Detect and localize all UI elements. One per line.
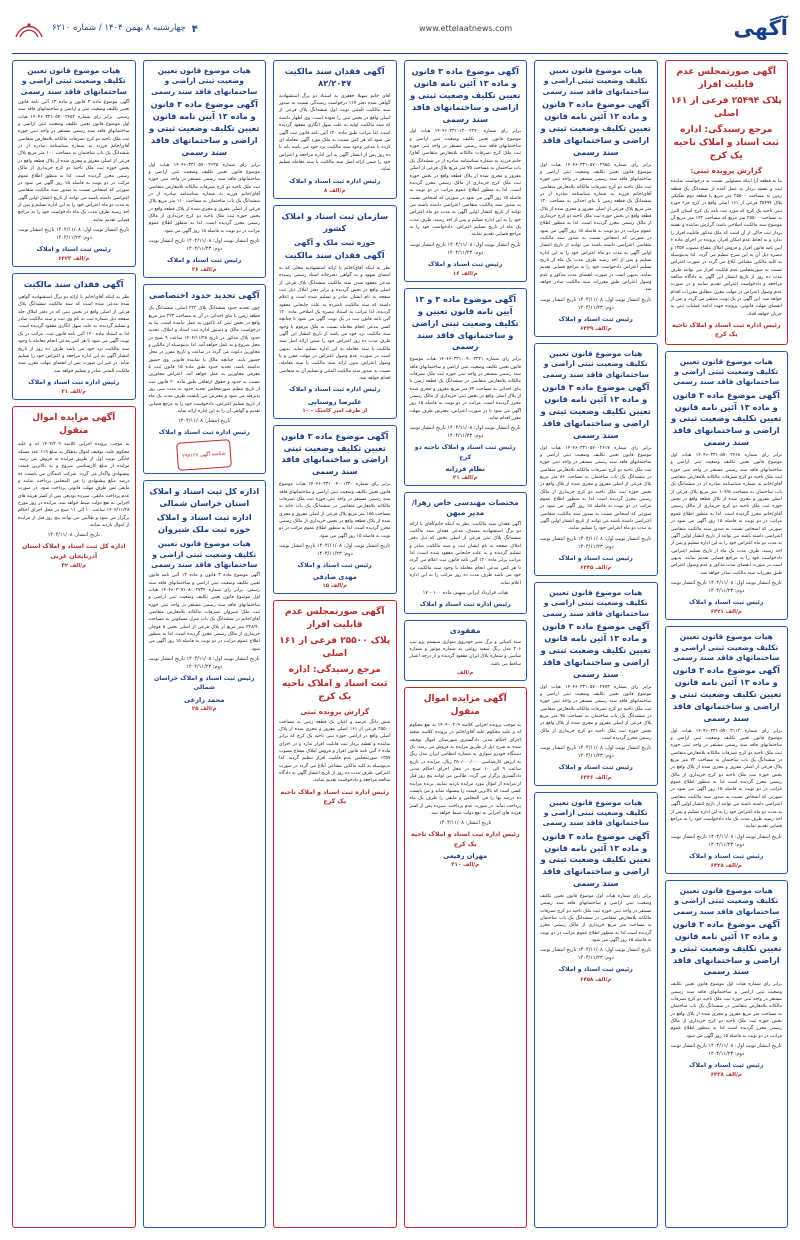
ad-signature: رئیس ثبت اسناد و املاک خراسان شمالی xyxy=(153,675,255,692)
ad-dates: تاریخ انتشار: ۱۴۰۴/۱۱/۰۸ xyxy=(178,418,231,425)
ad-signature: رئیس ثبت اسناد و املاک xyxy=(689,598,764,606)
ad-title: آگهی صورتمجلس عدم قابلیت افراز xyxy=(676,67,776,91)
ad-mozayede-azarbayjan xyxy=(12,406,136,1228)
ad-signature: رئیس ثبت اسناد و املاک xyxy=(689,1062,764,1070)
ad-committee: هیات موضوع قانون تعیین تکلیف وضعیت ثبتی اراضی و ساختمانهای فاقد سند رسمی xyxy=(673,356,780,387)
ad-code: م/الف ۴۲ xyxy=(61,563,87,569)
ad-dates: تاریخ انتشار نوبت اول: ۱۴۰۴/۱۱/۰۸ تاریخ انتشار نوبت دوم: ۱۴۰۴/۱۱/۲۳ xyxy=(279,543,391,557)
ad-body: آقای خانم سهیلا جعفری به استناد دو برگ استشهادیه گواهی شده دفتر ۱۱۷ درخواست رسیدگی نسبت به صدور سند مالکیت المثنی نوبت اول ششدانگ پلاک فرعی از اصلی واقع در بخش ثبتی را نموده است. وی اظهار داشته که سند مالکیت اولیه به علت سهل انگاری مفقود گردیده است. لذا مراتب طبق ماده ۱۲۰ آئین نامه قانون ثبت آگهی می شود که هر کس نسبت به ملک مورد آگهی معامله ای کرده یا مدعی وجود سند مالکیت نزد خود می باشد باید تا ده روز پس از انتشار آگهی به این اداره مراجعه و اعتراض خود را ضمن ارائه اصل سند مالکیت یا سند معامله تسلیم نماید. xyxy=(279,93,391,173)
ad-title: آگهی فقدان سند مالکیت ۸۲/۲۰۴۷ xyxy=(284,66,385,88)
issue-date: چهارشنبه ۸ بهمن ۱۴۰۴ / شماره ۶۲۱۰ xyxy=(52,23,186,33)
ad-madde3-21 xyxy=(404,288,528,486)
ad-authority: مرجع رسیدگی: اداره ثبت اسناد و املاک ناحیه یک کرج xyxy=(673,125,779,162)
ad-committee: هیات موضوع قانون تعیین تکلیف وضعیت ثبتی اراضی و ساختمانهای فاقد سند رسمی xyxy=(20,66,127,96)
ad-body: برابر رای شماره ۱۴۰۴۶۰۳۳۱۰۵۷۰۰۳۱۱۲ هیات اول موضوع قانون تعیین تکلیف وضعیت ثبتی اراضی و ساختمانهای فاقد سند رسمی مستقر در واحد ثبتی حوزه ثبت ملک ناحیه دو کرج تصرفات مالکانه بلامعارض متقاضی در ششدانگ یک باب ساختمان به مساحت ۷۲ متر مربع پلاک فرعی از اصلی مفروز و مجزی شده از پلاک واقع در بخش حوزه ثبت ملک ناحیه دو کرج خریداری از مالک رسمی محرز گردیده است لذا به منظور اطلاع عموم مراتب در دو نوبت به فاصله ۱۵ روز آگهی می شود در صورتی که اشخاص نسبت به صدور سند مالکیت متقاضی اعتراضی داشته باشند می توانند از تاریخ انتشار اولین آگهی به مدت دو ماه اعتراض خود را به این اداره تسلیم و پس از اخذ رسید ظرف مدت یک ماه دادخواست خود را به مراجع قضایی تقدیم نمایند. xyxy=(670,728,783,830)
ad-title: آگهی موضوع ماده ۳ قانون و ماده ۱۳ آئین نامه قانون تعیین تکلیف وضعیت ثبتی و اراضی و ساختمانهای فاقد سند رسمی xyxy=(540,382,651,440)
ad-afraz-25494 xyxy=(665,60,789,345)
ad-committee: هیات موضوع قانون تعیین تکلیف وضعیت ثبتی اراضی و ساختمانهای فاقد سند رسمی xyxy=(673,885,780,916)
ad-section-report: گزارش پرونده ثبتی: xyxy=(690,166,763,176)
ad-code: م/الف ۲۵ xyxy=(191,705,217,712)
ad-official-name: علیرضا روستایی xyxy=(307,397,362,406)
ad-title: آگهی موضوع ماده ۳ قانون و ماده ۱۳ آئین نامه قانون تعیین تکلیف وضعیت ثبتی و اراضی و ساختمانهای فاقد سند رسمی xyxy=(671,665,782,723)
ad-body: به موجب پرونده اجرایی کلاسه ۱۴۰۴۰۰۲۰۹ به نفع محکوم له و علیه محکوم علیه آقای/خانم در پرونده کلاسه شعبه اجرای احکام مدنی دادگستری شهرستان اموال توقیف شده به شرح ذیل از طریق مزایده به فروش می رسد: یک دستگاه خودرو سواری به شماره انتظامی ایران مدل رنگ به ارزش کارشناسی ۲۵۰/۰۰۰/۰۰۰ ریال. مزایده در تاریخ ساعت ۹ الی ۱۰ صبح در محل اجرای احکام مدنی دادگستری برگزار می گردد. طالبین می توانند پنج روز قبل از مزایده از اموال مورد مزایده بازدید نمایند. برنده مزایده کسی است که بالاترین قیمت را پیشنهاد نماید و می بایست ده درصد بها را فی المجلس و مابقی را ظرف یک ماه پرداخت نماید. در صورت عدم پرداخت، سپرده پس از کسر هزینه های اجرایی به نفع دولت ضبط خواهد شد. xyxy=(409,722,521,817)
ad-code: م/الف ۱۵ xyxy=(322,583,348,590)
ad-dates: تاریخ انتشار نوبت اول: ۱۴۰۴/۱۱/۰۸ تاریخ انتشار نوبت دوم: ۱۴۰۴/۱۱/۲۳ xyxy=(18,226,130,241)
ad-dates: تاریخ انتشار نوبت اول: ۱۴۰۴/۱۱/۰۸ تاریخ انتشار نوبت دوم: ۱۴۰۴/۱۱/۲۳ xyxy=(540,535,652,550)
ad-hayat-6428 xyxy=(665,626,789,874)
ad-fire-sanad xyxy=(404,492,528,614)
column-3 xyxy=(404,60,528,1228)
ad-code: م/الف ۶۴۴۶ xyxy=(580,774,612,781)
ad-title: آگهی موضوع ماده ۳ قانون و ماده ۱۳ آئین نامه قانون تعیین تکلیف وضعیت ثبتی و اراضی و ساختمانهای فاقد سند رسمی xyxy=(671,389,782,448)
ad-body: نظر به اینکه آقای/خانم با ارائه دو برگ استشهادیه گواهی شده مدعی شده است که سند مالکیت ششدانگ پلاک فرعی از اصلی واقع در بخش ثبتی که در دفتر املاک جلد صفحه ذیل شماره ثبت به نام وی ثبت و سند مالکیت صادر و تسلیم گردیده، به علت سهل انگاری مفقود گردیده است. لذا به استناد ماده ۱۲۰ آئین نامه قانون ثبت، مراتب در یک نوبت آگهی می شود تا هر کس مدعی انجام معامله یا وجود سند مالکیت نزد خود می باشد ظرف ده روز از تاریخ انتشار آگهی به این اداره مراجعه و اعتراض خود را تسلیم نماید. در غیر این صورت پس از انقضای مهلت مقرر، سند مالکیت المثنی صادر و تسلیم خواهد شد. xyxy=(18,295,130,374)
ad-committee: هیات موضوع قانون تعیین وضعیت ثبتی اراضی و ساختمانهای فاقد سند رسمی xyxy=(151,66,258,96)
ad-committee: هیات موضوع قانون تعیین تکلیف وضعیت ثبتی اراضی و ساختمانهای فاقد سند رسمی xyxy=(673,632,780,662)
ad-authority: مرجع رسیدگی: اداره ثبت اسناد و املاک ناحیه یک کرج xyxy=(282,665,388,702)
ad-subtitle-plaque: پلاک ۲۵۵۰۰ فرعی از ۱۶۱ اصلی xyxy=(279,636,391,660)
ad-title: آگهی موضوع ماده ۳ قانون و ماده ۱۳ آئین نامه قانون تعیین تکلیف وضعیت ثبتی و اراضی و ساختمانهای فاقد سند رسمی xyxy=(540,621,651,679)
column-4 xyxy=(273,60,397,1228)
seal-icon xyxy=(176,439,232,471)
ad-dates: تاریخ انتشار: ۱۴۰۴/۱۱/۰۸ xyxy=(439,820,492,827)
ad-title: آگهی مزایده اموال منقول xyxy=(32,413,116,437)
ad-dates: تاریخ انتشار نوبت اول: ۱۴۰۴/۱۱/۰۸ تاریخ انتشار نوبت دوم: ۱۴۰۴/۱۱/۲۳ xyxy=(148,656,260,671)
ad-code: م/الف ۲۱ xyxy=(452,475,478,482)
ad-title: آگهی تحدید حدود اختصاصی xyxy=(148,290,260,301)
ad-signature: رئیس ثبت اسناد و املاک xyxy=(558,764,633,772)
ad-code: م/الف ۶۴۳۹ xyxy=(580,326,612,333)
ad-hayat-6446 xyxy=(534,582,658,786)
ad-title: آگهی موضوع ماده ۳ قانون تعیین تکلیف وضعیت ثبتی اراضی و ساختمانهای فاقد سند رسمی xyxy=(281,430,389,477)
ad-code: م/الف ۲۱ xyxy=(61,389,87,396)
ad-body: برابر رای شماره هیات اول موضوع قانون تعیین تکلیف وضعیت ثبتی اراضی و ساختمانهای فاقد سند رسمی مستقر در واحد ثبتی حوزه ثبت ملک ناحیه دو کرج تصرفات مالکانه بلامعارض متقاضی در ششدانگ یک باب ساختمان به مساحت متر مربع مفروز و مجزی شده از پلاک واقع در بخش حوزه ثبت ملک ناحیه دو کرج خریداری از مالک رسمی محرز گردیده است لذا به منظور اطلاع عموم مراتب در دو نوبت به فاصله ۱۵ روز آگهی می شود. xyxy=(670,982,782,1039)
ad-body: برابر رای شماره ۱۴۰۴۶۰۳۳۱۰۵۷۰۰۲۹۸۵ هیات اول موضوع قانون تعیین تکلیف وضعیت ثبتی اراضی و ساختمانهای فاقد سند رسمی مستقر در واحد ثبتی حوزه ثبت ملک ناحیه دو کرج تصرفات مالکانه بلامعارض متقاضی آقای/خانم فرزند به شماره شناسنامه صادره از در ششدانگ یک قطعه زمین با بنای احداثی به مساحت ۱۲۰ متر مربع پلاک فرعی از اصلی مفروز و مجزی شده از پلاک قطعه واقع در بخش حوزه ثبت ملک ناحیه دو کرج خریداری از مالک رسمی محرز گردیده است. لذا به منظور اطلاع عموم مراتب در دو نوبت به فاصله ۱۵ روز آگهی می شود در صورتی که اشخاص نسبت به صدور سند مالکیت متقاضی اعتراضی داشته باشند می توانند از تاریخ انتشار اولین آگهی به مدت دو ماه اعتراض خود را به این اداره تسلیم و پس از اخذ رسید ظرف مدت یک ماه از تاریخ تسلیم اعتراض دادخواست خود را به مراجع قضایی تقدیم نمایند. بدیهی است در صورت انقضای مدت مذکور و عدم وصول اعتراض طبق مقررات سند مالکیت صادر خواهد شد. xyxy=(540,162,652,293)
ad-org-title: اداره کل ثبت اسناد و املاک استان خراسان شمالی xyxy=(149,485,260,508)
ad-afraz-25500 xyxy=(273,600,397,1228)
ad-committee: هیات موضوع قانون تعیین تکلیف وضعیت ثبتی اراضی و ساختمانهای فاقد سند رسمی xyxy=(542,797,649,828)
ad-signature: رئیس ثبت اسناد و املاک xyxy=(558,315,633,323)
ad-body: برابر رای شماره ۱۴۰۴۶۰۳۳۱۰۵۷۰۰۲۶۱۷ هیات اول موضوع قانون تعیین تکلیف وضعیت ثبتی اراضی و ساختمانهای فاقد سند رسمی مستقر در واحد ثبتی حوزه ثبت ملک ناحیه دو کرج تصرفات مالکانه بلامعارض متقاضی در ششدانگ یک باب ساختمان به مساحت ۸۶ متر مربع پلاک فرعی از اصلی مفروز و مجزی شده از پلاک واقع در بخش حوزه ثبت ملک ناحیه دو کرج خریداری از مالک رسمی محرز گردیده است لذا به منظور اطلاع عموم مراتب در دو نوبت به فاصله ۱۵ روز آگهی می شود در صورتی که اشخاص نسبت به صدور سند مالکیت متقاضی اعتراضی داشته باشند می توانند از تاریخ انتشار اولین آگهی به مدت دو ماه اعتراض خود را تسلیم نمایند. xyxy=(540,445,652,532)
masthead-left xyxy=(12,15,198,45)
seal-label: شناسه آگهی ۲۹۷۱۲۷ xyxy=(182,449,227,459)
ad-dates: تاریخ انتشار نوبت اول: ۱۴۰۴/۱۱/۰۸ تاریخ انتشار نوبت دوم: ۱۴۰۴/۱۱/۲۳ xyxy=(670,833,782,848)
ad-committee: هیات موضوع قانون تعیین تکلیف وضعیت ثبتی اراضی و ساختمانهای فاقد سند رسمی xyxy=(151,539,258,569)
ad-body: برابر رای شماره ۱۴۰۴۶۰۳۳۱۰۵۷۰۰۲۶۳۵ هیات اول موضوع قانون تعیین تکلیف وضعیت ثبتی اراضی و ساختمانهای فاقد سند رسمی مستقر در واحد ثبتی حوزه ثبت ملک ناحیه دو کرج تصرفات مالکانه بلامعارض متقاضی آقای/خانم فرزند به شماره شناسنامه صادره از در ششدانگ یک باب ساختمان به مساحت ۱۱۰ متر مربع پلاک فرعی از اصلی مفروز و مجزی شده از پلاک قطعه واقع در بخش حوزه ثبت ملک ناحیه دو کرج خریداری از مالک رسمی محرز گردیده است. لذا به منظور اطلاع عموم مراتب در دو نوبت به فاصله ۱۵ روز آگهی می شود. xyxy=(148,162,261,234)
ad-subtitle-plaque: پلاک ۲۵۴۹۴ فرعی از ۱۶۱ اصلی xyxy=(670,96,782,120)
ad-signature: رئیس اداره ثبت اسناد و املاک xyxy=(289,386,381,394)
ad-code: م/الف ۶۴۵۸ xyxy=(580,976,612,983)
ad-official-name: مهران رفیعی xyxy=(443,852,488,861)
ad-title: آگهی موضوع ماده ۳ و ۱۳ آیین نامه قانون تعیین و تکلیف وضعیت ثبتی اراضی و ساختمانهای فاقد سند رسمی xyxy=(411,293,519,352)
ad-body: برابر رای شماره ۱۴۰۴۶۰۳۳۱۰۵۷۰۰۲۷۷۳ هیات اول موضوع قانون تعیین تکلیف وضعیت ثبتی اراضی و ساختمانهای فاقد سند رسمی مستقر در واحد ثبتی حوزه ثبت ملک ناحیه دو کرج تصرفات مالکانه بلامعارض متقاضی در ششدانگ یک باب ساختمان به مساحت ۹۵ متر مربع پلاک فرعی از اصلی مفروز و مجزی شده از پلاک واقع در بخش حوزه ثبت ملک ناحیه دو کرج خریداری از مالک رسمی محرز گردیده است. xyxy=(540,684,652,741)
ad-mafghoodi xyxy=(404,620,528,681)
ad-section-report: گزارش پرونده ثبتی xyxy=(300,706,370,716)
ad-body: آگهی موضوع ماده ۳ قانون و ماده ۱۳ آئین نامه قانون تعیین تکلیف وضعیت ثبتی اراضی و ساختمانهای فاقد سند رسمی. برابر رای شماره ۱۴۰۴۶۰۳۰۷۱۰۸۰۰۲۷۳۴ هیات اول موضوع قانون تعیین تکلیف وضعیت ثبتی اراضی و ساختمانهای فاقد سند رسمی مستقر در واحد ثبتی حوزه ثبت ملک شیروان تصرفات مالکانه بلامعارض متقاضی آقای/خانم در ششدانگ یک باب منزل مسکونی به مساحت ۲۲۸/۹۰ متر مربع از پلاک فرعی از اصلی بخش ۵ قوچان خریداری از مالک رسمی محرز گردیده است. لذا به منظور اطلاع عموم مراتب در دو نوبت به فاصله ۱۵ روز آگهی می شود. xyxy=(148,573,260,652)
ad-committee: هیات موضوع قانون تعیین تکلیف وضعیت ثبتی اراضی و ساختمانهای فاقد سند رسمی xyxy=(542,66,649,96)
ad-dates: تاریخ انتشار: ۱۴۰۴/۱۱/۰۸ xyxy=(47,532,100,539)
ad-title: آگهی صورتمجلس عدم قابلیت افراز xyxy=(285,607,385,631)
newspaper-logo-icon xyxy=(12,15,46,45)
ad-title: آگهی موضوع ماده ۳ قانون و ماده ۱۳ آئین نامه قانون تعیین تکلیف وضعیت ثبتی و اراضی و ساختمانهای فاقد سند رسمی xyxy=(540,99,651,157)
ad-title: مختصات مهندسی خاص زهرا/ مدیر میهن xyxy=(411,498,519,518)
ad-body: به موجب پرونده اجرایی کلاسه ۱۴۰۴/۲۰۹ له و علیه محکوم علیه، توقیف اموال بدهکار به مبلغ ۱۱۹ عدد مسکه خانگی نوبت اول از طریق مزایده به فروش می رسد. مزایده از مبلغ کارشناسی شروع و به بالاترین قیمت پیشنهادی واگذار می گردد. شرکت کنندگان می بایست ده درصد مبلغ پیشنهادی را فی المجلس پرداخت نمایند و مابقی ثمن ظرف مهلت قانونی پرداخت شود. در صورت عدم پرداخت مابقی، سپرده تودیعی پس از کسر هزینه های اجرایی به نفع دولت ضبط خواهد شد. مزایده در روز مورخ ۱۴۰۴/۱۱/۲۸ ساعت ۱۰ الی ۱۱ صبح در محل اجرای احکام برگزار می شود و طالبین می توانند پنج روز قبل از مزایده از اموال بازدید نمایند. xyxy=(18,442,130,529)
ad-dates: تاریخ انتشار نوبت اول: ۱۴۰۴/۱۱/۰۸ تاریخ انتشار نوبت دوم: ۱۴۰۴/۱۱/۲۳ xyxy=(540,296,652,311)
ad-title: مفقودی xyxy=(450,626,481,636)
ad-hayat-26 xyxy=(143,60,267,278)
ad-body: آگهی موضوع ماده ۳ قانون و ماده ۱۳ آئین نامه قانون تعیین تکلیف وضعیت ثبتی و اراضی و ساختمانهای فاقد سند رسمی. برابر رای شماره ۱۴۰۴۶۰۳۳۱۰۵۷۰۰۲۴۵۲ هیات اول موضوع قانون تعیین تکلیف وضعیت ثبتی اراضی و ساختمانهای فاقد سند رسمی مستقر در واحد ثبتی حوزه ثبت ملک ناحیه دو کرج تصرفات مالکانه بلامعارض متقاضی آقای/خانم فرزند به شماره شناسنامه صادره از در ششدانگ یک باب ساختمان به مساحت ۱۰۰ متر مربع پلاک فرعی از اصلی مفروز و مجزی شده از پلاک قطعه واقع در بخش حوزه ثبت ملک ناحیه دو کرج خریداری از مالک رسمی محرز گردیده است. لذا به منظور اطلاع عموم مراتب در دو نوبت به فاصله ۱۵ روز آگهی می شود در صورتی که اشخاص نسبت به صدور سند مالکیت متقاضی اعتراضی داشته باشند می توانند از تاریخ انتشار اولین آگهی به مدت دو ماه اعتراض خود را به این اداره تسلیم و پس از اخذ رسید ظرف مدت یک ماه دادخواست خود را به مراجع قضایی تقدیم نمایند. xyxy=(18,100,130,223)
masthead-right xyxy=(733,18,788,41)
ad-hayat-6439 xyxy=(534,60,658,337)
ad-signature: رئیس اداره ثبت اسناد و املاک xyxy=(28,378,120,386)
ad-title: آگهی موضوع ماده ۳ قانون و ماده ۱۳ آیین نامه قانون تعیین تکلیف وضعیت ثبتی و اراضی و ساختمانهای فاقد سند رسمی xyxy=(149,99,260,157)
ad-code: م/الف ۶۴۲۸ xyxy=(710,862,742,869)
columns-grid xyxy=(12,60,788,1228)
website-url[interactable]: www.ettelaatnews.com xyxy=(419,24,513,33)
ad-fire-sanad-8204 xyxy=(273,60,397,199)
ad-official-name: نظام فرزانه xyxy=(445,465,485,474)
ad-fire-sanad-21 xyxy=(12,273,136,400)
ad-dates: تاریخ انتشار نوبت اول: ۱۴۰۴/۱۱/۰۸ تاریخ انتشار نوبت دوم: ۱۴۰۴/۱۱/۲۳ xyxy=(540,745,652,760)
ad-title: آگهی فقدان سند مالکیت xyxy=(284,250,385,260)
ad-code: م/الف ۸ xyxy=(324,187,346,194)
ad-org-sub: حوزه ثبت ملک و آگهی xyxy=(294,237,376,247)
ad-org-title: سازمان ثبت اسناد و املاک کشور xyxy=(281,210,388,233)
masthead xyxy=(12,10,788,54)
ad-signature: رئیس اداره ثبت اسناد و املاک ناحیه یک کرج xyxy=(671,321,781,339)
ad-signature: رئیس ثبت اسناد و املاک xyxy=(297,562,372,569)
ad-official-name: محمد زارعی xyxy=(184,695,225,704)
column-1 xyxy=(665,60,789,1228)
page-number: ۴ xyxy=(191,24,198,35)
ad-body: شش دانگ عرصه و اعیان یک قطعه زمین به مساحت ۲۵۵۰۰ فرعی از ۱۶۱ اصلی مفروز و مجزی شده از پلاک اصلی واقع در اراضی حوزه ثبتی ناحیه یک کرج که برابر نماینده و نقشه بردار ثبت قابلیت افراز ندارد و در اجرای ماده ۶ آئین نامه قانون افراز و فروش املاک مشاع مصوب ۱۳۵۷ صورتمجلس عدم قابلیت افراز تنظیم گردید. لذا بدینوسیله به کلیه مالکین مشاعی ابلاغ می گردد در صورت اعتراض، ظرف مدت ده روز از تاریخ انتشار آگهی به دادگاه صالحه مراجعه و دادخواست تقدیم نمایند. xyxy=(279,719,391,784)
ad-code: م/الف ۶۴۲۱ xyxy=(710,609,742,616)
ad-signature: رئیس ثبت اسناد و املاک xyxy=(36,245,111,253)
ad-official-name: مهدی صادقی xyxy=(312,573,357,582)
ad-code: م/الف ۶۴۲۳ xyxy=(58,256,90,263)
ad-committee: هیات موضوع قانون تعیین تکلیف وضعیت ثبتی اراضی و ساختمانهای فاقد سند رسمی xyxy=(542,349,649,379)
ad-body: بنا به قطعه آرا اینکه مسئولین نسبت به درخواست نماینده ثبت و نقشه بردار به عمل آمده از ششدانگ یک قطعه زمین به مساحت ۲۵۵۰۰ متر مربع با قطعه دوم تفکیکی پلاک ۲۵۴۹۴ فرعی از ۱۶۱ اصلی واقع در کرج جزء حوزه ثبتی ناحیه یک کرج که مورد ثبت نامه یک کرج استان البرز به مساحت ۲۵۵۰۰ متر مربع که مساحت ۱۴۲ متر مربع آن موضوع سند مالکیت اصلاحی باشد، گزارش نماینده و نقشه بردار ثبت حاکی از آن است که ملک مذکور قابلیت افراز را ندارد و به لحاظ عدم امکان افراز، پرونده در اجرای ماده ۶ آیین نامه قانون افراز و فروش املاک مشاع مصوب ۱۳۵۷ و تبصره ذیل آن به این شرح تنظیم می گردد. لذا بدینوسیله به کلیه مالکین مشاعی ابلاغ می گردد در صورت اعتراض نسبت به صورتمجلس عدم قابلیت افراز می توانند ظرف مدت ده روز از تاریخ انتشار این آگهی به دادگاه صالحه مراجعه و دادخواست اعتراض تقدیم نمایند و در صورت عدم وصول اعتراض در مهلت مقرر، مطابق مقررات اقدام خواهد شد. این آگهی در یک نوبت منتشر می گردد و پس از انقضای مهلت قانونی، پرونده جهت ادامه عملیات ثبتی به جریان خواهد افتاد. xyxy=(670,179,782,317)
ad-signature: رئیس ثبت اسناد و املاک ناحیه دو کرج xyxy=(414,444,516,461)
ad-code: م/الف ۲۶ xyxy=(191,267,217,274)
ad-body: برابر رای شماره ۱۴۰۴۶۰۳۳۱۰۰۹۰۰۳۳۲۱ هیات موضوع قانون تعیین تکلیف وضعیت ثبتی اراضی و ساختمانهای فاقد سند رسمی مستقر در واحد ثبتی حوزه ثبت ملک تصرفات مالکانه بلامعارض متقاضی در ششدانگ یک قطعه زمین با بنای احداثی به مساحت ۷۴ متر مربع مفروز و مجزی شده از پلاک اصلی واقع در بخش ثبتی خریداری از مالک رسمی محرز گردیده است. مراتب در دو نوبت به فاصله ۱۵ روز آگهی می شود تا در صورت اعتراض، معترض ظرف مهلت مقرر اقدام نماید. xyxy=(409,357,522,422)
ad-hayat-6438 xyxy=(665,880,789,1228)
ad-code: م/الف xyxy=(457,669,474,676)
ad-body: نظر به اینکه آقای/خانم با ارائه استشهادیه محلی که به امضای شهود و به گواهی دفترخانه اسناد رسمی رسیده مدعی مفقود شدن سند مالکیت ششدانگ پلاک فرعی از اصلی واقع در بخش گردیده و برابر دفتر املاک ذیل ثبت صفحه به نام ایشان صادر و تسلیم شده است و اعلام داشته که سند مالکیت نامبرده به علت جابجایی مفقود گردیده، لذا مراتب به استناد تبصره یک اصلاحی ماده ۱۲۰ آئین نامه قانون ثبت در یک نوبت آگهی می شود تا چنانچه کسی مدعی انجام معامله نسبت به ملک مرقوم یا وجود سند مالکیت نزد خود می باشد از تاریخ انتشار این آگهی ظرف مدت ده روز اعتراض خود را ضمن ارائه اصل سند مالکیت یا سند معامله به این اداره تسلیم نماید. بدیهی است در صورت عدم وصول اعتراض در مهلت مقرر و یا وصول اعتراض بدون ارائه سند مالکیت یا سند معامله، نسبت به صدور سند مالکیت المثنی و تسلیم آن به متقاضی اقدام خواهد شد. xyxy=(279,265,391,382)
ad-shirvan-khorasan xyxy=(143,480,267,1228)
ad-tahdid-hodood xyxy=(143,284,267,473)
ad-signature: رئیس اداره ثبت اسناد و املاک ناحیه یک کرج xyxy=(280,788,390,806)
ad-body: برابر رای شماره ۱۴۰۴۶۰۳۳۱۰۵۷۰۰۲۴۶۸ هیات اول موضوع قانون تعیین تکلیف وضعیت ثبتی اراضی و ساختمانهای فاقد سند رسمی مستقر در واحد ثبتی حوزه ثبت ملک ناحیه دو کرج تصرفات مالکانه بلامعارض متقاضی آقای/خانم به شماره شناسنامه صادره از در ششدانگ یک باب ساختمان به مساحت ۱۰۴/۵ متر مربع پلاک فرعی از اصلی مفروز و مجزی شده از پلاک قطعه واقع در بخش حوزه ثبت ملک ناحیه دو کرج خریداری از مالک رسمی آقای/خانم محرز گردیده است. لذا به منظور اطلاع عموم مراتب در دو نوبت به فاصله ۱۵ روز آگهی می شود در صورتی که اشخاص نسبت به صدور سند مالکیت متقاضی اعتراضی داشته باشند می توانند از تاریخ انتشار اولین آگهی به مدت دو ماه اعتراض خود را به این اداره تسلیم و پس از اخذ رسید، ظرف مدت یک ماه از تاریخ تسلیم اعتراض، دادخواست خود را به مراجع قضایی تقدیم نمایند. بدیهی است در صورت انقضای مدت مذکور و عدم وصول اعتراض طبق مقررات سند مالکیت صادر خواهد شد. xyxy=(670,453,783,576)
ad-code: م/الف ۶۴۳۸ xyxy=(710,1072,742,1079)
ad-body: سند کمپانی و برگ سبز خودروی سواری سیستم پژو تیپ ۲۰۶ مدل رنگ سفید روغنی به شماره موتور و شماره شاسی و شماره پلاک ایران مفقود گردیده و از درجه اعتبار ساقط می باشد. xyxy=(409,639,521,667)
ad-dates: تاریخ انتشار نوبت اول: ۱۴۰۴/۱۱/۰۸ تاریخ انتشار نوبت دوم: ۱۴۰۴/۱۱/۲۳ xyxy=(409,241,521,256)
ad-dates: تاریخ انتشار نوبت اول: ۱۴۰۴/۱۱/۰۸ تاریخ انتشار نوبت دوم: ۱۴۰۴/۱۱/۲۳ xyxy=(148,237,260,252)
ad-madde3-15 xyxy=(273,425,397,595)
ad-note: هیات قرارداد ایرانی میهنی ماده ۱۰۰ - ۱۷ xyxy=(422,589,508,596)
column-5 xyxy=(143,60,267,1228)
ad-signature: رئیس اداره ثبت اسناد و املاک ناحیه یک کرج xyxy=(410,831,520,848)
ad-body: چون تحدید حدود ششدانگ پلاک ۲۲۲ اصلی، ششدانگ یک قطعه زمین با بنای احداثی در آن به مساحت ۲۲۳ متر مربع واقع در بخش ثبتی که تاکنون به عمل نیامده است، بنا به درخواست مالک و دستور اداره ثبت اسناد و املاک، تحدید حدود پلاک مذکور در تاریخ ۱۴۰۴/۱۱/۲۸ ساعت ۹ صبح در محل شروع و به عمل خواهد آمد. لذا بدینوسیله از مالکین و مجاورین دعوت می گردد در ساعت و تاریخ مقرر در محل حضور یابند. چنانچه مالک یا نماینده قانونی وی حضور نداشته باشد، تحدید حدود طبق ماده ۱۵ قانون ثبت با معرفی مجاورین به عمل خواهد آمد. اعتراض مجاورین نسبت به حدود و حقوق ارتفاقی طبق ماده ۲۰ قانون ثبت از تاریخ تنظیم صورتمجلس تحدید حدود به مدت سی روز پذیرفته می شود و معترض می بایست ظرف مدت یک ماه از تاریخ تسلیم اعتراض، دادخواست خود را به مرجع قضایی تقدیم و گواهی آن را به این اداره ارائه نماید. xyxy=(148,306,261,414)
ad-signature: رئیس ثبت اسناد و املاک xyxy=(167,256,242,264)
ad-body: برابر رای شماره ۱۴۰۴۶۰۳۳۱۰۱۳۰۰۲۲۴۰ هیات اول موضوع قانون تعیین تکلیف وضعیت ثبتی اراضی و ساختمانهای فاقد سند رسمی مستقر در واحد ثبتی حوزه ثبت ملک کرج تصرفات مالکانه بلامعارض متقاضی آقای/خانم فرزند به شماره شناسنامه صادره از در ششدانگ یک باب ساختمان به مساحت ۷۵ متر مربع پلاک فرعی از اصلی مفروز و مجزی شده از پلاک قطعه واقع در بخش حوزه ثبت ملک کرج خریداری از مالک رسمی محرز گردیده است. لذا به منظور اطلاع عموم مراتب در دو نوبت به فاصله ۱۵ روز آگهی می شود در صورتی که اشخاص نسبت به صدور سند مالکیت متقاضی اعتراضی داشته باشند می توانند از تاریخ انتشار اولین آگهی به مدت دو ماه اعتراض خود را به این اداره تسلیم و پس از اخذ رسید، ظرف مدت یک ماه از تاریخ تسلیم اعتراض، دادخواست خود را به مراجع قضایی تقدیم نمایند. xyxy=(409,129,522,238)
ad-hayat-6445 xyxy=(534,343,658,576)
ad-code: م/الف ۱۶ xyxy=(452,270,478,277)
ad-signature: رئیس اداره ثبت اسناد و املاک xyxy=(289,177,381,185)
ad-sazman-sabt xyxy=(273,205,397,419)
ad-dates: تاریخ انتشار نوبت اول: ۱۴۰۴/۱۱/۰۸ تاریخ انتشار نوبت دوم: ۱۴۰۴/۱۱/۲۳ xyxy=(409,425,521,440)
ad-signature: رئیس اداره ثبت اسناد و املاک xyxy=(158,429,250,437)
ad-mozayede-karaj xyxy=(404,687,528,1228)
ad-signature: رئیس اداره ثبت اسناد و املاک xyxy=(419,600,511,608)
ad-committee: هیات موضوع قانون تعیین تکلیف وضعیت ثبتی اراضی و ساختمانهای فاقد سند رسمی xyxy=(542,587,649,618)
ad-signature: رئیس ثبت اسناد و املاک xyxy=(558,966,633,974)
ad-title: آگهی موضوع ماده ۳ قانون و ماده ۱۳ آئین نامه قانون تعیین تکلیف وضعیت ثبتی و اراضی و ساختمانهای فاقد سند رسمی xyxy=(671,918,782,977)
ad-body: برابر رای شماره هیات اول موضوع قانون تعیین تکلیف وضعیت ثبتی اراضی و ساختمانهای فاقد سند رسمی مستقر در واحد ثبتی حوزه ثبت ملک ناحیه دو کرج تصرفات مالکانه بلامعارض متقاضی در ششدانگ یک باب ساختمان به مساحت متر مربع خریداری از مالک رسمی محرز گردیده است لذا به منظور اطلاع عموم مراتب در دو نوبت به فاصله ۱۵ روز آگهی می شود. xyxy=(540,894,652,944)
ad-body: برابر رای شماره ۱۴۰۴۶۰۳۳۱۰۰۴۰۰۱۲۳۰ هیات موضوع قانون تعیین تکلیف وضعیت ثبتی اراضی و ساختمانهای فاقد سند رسمی مستقر در واحد ثبتی حوزه ثبت ملک تصرفات مالکانه بلامعارض متقاضی در ششدانگ یک باب خانه به مساحت ۱۸۵ متر مربع پلاک فرعی از اصلی مفروز و مجزی شده از پلاک قطعه واقع در بخش خریداری از مالک رسمی محرز گردیده است. لذا به منظور اطلاع عموم مراتب در دو نوبت به فاصله ۱۵ روز آگهی می شود. xyxy=(279,482,391,539)
ad-signature: رئیس ثبت اسناد و املاک xyxy=(558,554,633,562)
ad-hayat-6423 xyxy=(12,60,136,267)
ad-signature: رئیس ثبت اسناد و املاک xyxy=(689,852,764,860)
ad-title: آگهی موضوع ماده ۳ قانون و ماده ۱۳ آئین نامه قانون تعیین تکلیف وضعیت ثبتی و اراضی و ساختمانهای فاقد سند رسمی xyxy=(540,830,651,889)
ad-signature: اداره کل ثبت اسناد و املاک استان آذربایجان غربی xyxy=(22,543,126,560)
ad-madde3-16 xyxy=(404,60,528,282)
ad-body: آگهی فقدان سند مالکیت: نظر به اینکه خانم/آقای با ارائه دو برگ استشهادیه مصدق، مدعی فقدان سند مالکیت ششدانگ پلاک ثبتی فرعی از اصلی بخش که ذیل دفتر املاک صفحه به نام ایشان ثبت و سند مالکیت صادر و تسلیم گردیده و به علت جابجایی مفقود شده است، لذا مراتب برابر ماده ۱۲۰ آئین نامه قانون ثبت اعلام می گردد تا هر کس مدعی انجام معامله یا وجود سند مالکیت نزد خود می باشد ظرف مدت ده روز مراتب را به این اداره اعلام نماید. xyxy=(409,521,521,586)
page-title: آگهی xyxy=(733,16,788,40)
ad-title: آگهی مزایده اموال منقول xyxy=(423,693,507,717)
ad-dates: تاریخ انتشار نوبت اول: ۱۴۰۴/۱۱/۰۸ تاریخ انتشار نوبت دوم: ۱۴۰۴/۱۱/۲۳ xyxy=(670,1043,782,1058)
ad-hayat-6458 xyxy=(534,792,658,1228)
column-2 xyxy=(534,60,658,1228)
ad-code: م/الف ۳۱۰ xyxy=(451,862,480,869)
ad-dates: تاریخ انتشار نوبت اول: ۱۴۰۴/۱۱/۰۸ تاریخ انتشار نوبت دوم: ۱۴۰۴/۱۱/۲۳ xyxy=(540,947,652,962)
ad-title: آگهی موضوع ماده ۳ قانون و ماده ۱۳ آئین نامه قانون تعیین تکلیف وضعیت ثبتی و اراضی و ساختمانهای فاقد سند رسمی xyxy=(410,66,521,124)
ad-hayat-6421 xyxy=(665,351,789,621)
column-6 xyxy=(12,60,136,1228)
ad-title: آگهی فقدان سند مالکیت xyxy=(23,279,124,290)
ad-signature: رئیس ثبت اسناد و املاک xyxy=(428,260,503,268)
ad-org-sub: اداره ثبت اسناد و املاک حوزه ثبت ملک شیروان xyxy=(156,512,252,535)
ad-dates: تاریخ انتشار نوبت اول: ۱۴۰۴/۱۱/۰۸ تاریخ انتشار نوبت دوم: ۱۴۰۴/۱۱/۲۳ xyxy=(670,579,782,594)
ad-code: م/الف ۶۴۴۵ xyxy=(580,564,612,571)
ad-code: از طرف امیر کامیک - ۱۰ xyxy=(302,407,368,414)
